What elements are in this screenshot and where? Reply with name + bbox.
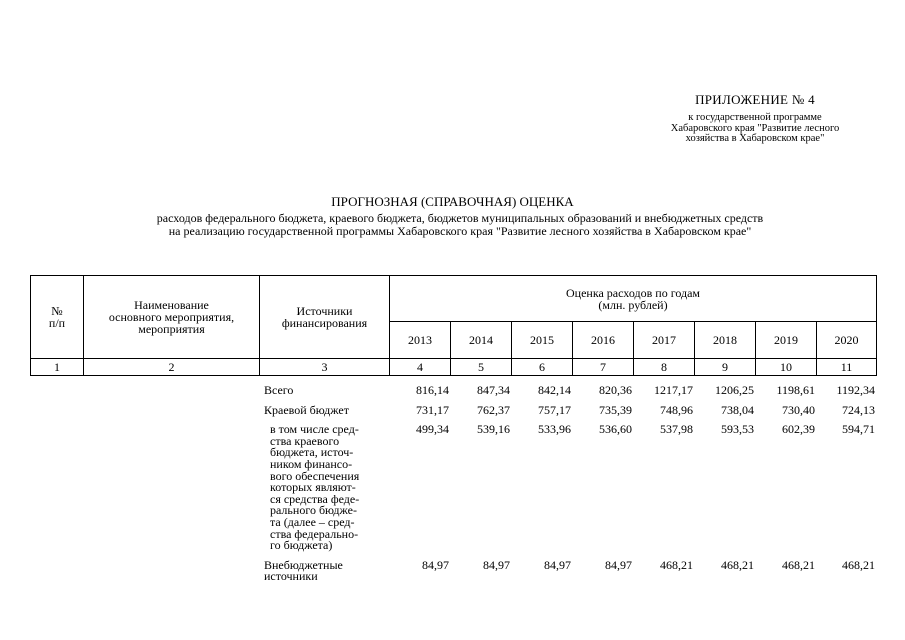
column-number-cell: 9 [695,359,756,376]
column-number-cell: 7 [573,359,634,376]
row-source-cell: Всего [264,383,294,397]
value-cell: 1198,61 [776,383,815,397]
table-row [30,558,876,583]
source-line: ства краевого [270,433,340,448]
value-cell: 84,97 [483,557,510,572]
document-heading: ПРОГНОЗНАЯ (СПРАВОЧНАЯ) ОЦЕНКА [331,194,574,209]
value-cell: 593,53 [721,422,754,437]
source-line: Внебюджетные [264,557,343,572]
subheading-line: расходов федерального бюджета, краевого бюджета, бюджетов муниципальных образований и внебюджетных средств [156,211,764,225]
value-cell: 84,97 [544,557,571,572]
value-cell: 847,34 [477,383,510,397]
table-row [30,403,876,423]
value-cell: 537,98 [660,422,693,437]
value-cell: 499,34 [416,422,449,437]
header-year-cell: 2015 [512,322,573,359]
value-cell: 762,37 [477,402,510,417]
row-name-cell [83,422,259,558]
value-cell: 84,97 [422,557,449,572]
header-year-cell: 2014 [451,322,512,359]
column-number-cell: 5 [451,359,512,376]
row-name-cell [83,383,259,403]
column-number-cell: 6 [512,359,573,376]
row-source-cell [259,558,389,583]
header-year-cell: 2016 [573,322,634,359]
value-cell: 735,39 [599,402,632,417]
row-name-cell [83,403,259,423]
source-line: ником финансо- [270,456,353,471]
header-year-cell: 2018 [695,322,756,359]
source-line: бюджета, источ- [270,445,354,460]
header-number-cell [31,276,84,359]
header-source-line: финансирования [281,316,368,330]
appendix-title: ПРИЛОЖЕНИЕ № 4 [695,92,815,107]
value-cell: 533,96 [538,422,571,437]
value-cell: 468,21 [721,557,754,572]
value-cell: 468,21 [782,557,815,572]
source-line: та (далее – сред- [270,514,355,529]
row-source-cell: Краевой бюджет [264,402,349,417]
source-line: в том числе сред- [270,422,359,437]
value-cell: 1192,34 [836,383,875,397]
value-cell: 536,60 [599,422,632,437]
source-line: ся средства феде- [270,491,360,506]
value-cell: 816,14 [416,383,449,397]
header-number-line: п/п [48,316,66,330]
column-number-cell: 10 [756,359,817,376]
appendix-subtitle [610,113,900,145]
source-line: источники [264,569,318,584]
value-cell: 1206,25 [715,383,754,397]
column-number-cell: 3 [260,359,390,376]
table-row [30,383,876,403]
row-number-cell [30,558,83,583]
header-year-cell: 2013 [390,322,451,359]
column-number-cell: 2 [84,359,260,376]
header-estimate-cell [390,276,877,322]
value-cell: 731,17 [416,402,449,417]
row-name-cell [83,558,259,583]
value-cell: 842,14 [538,383,571,397]
source-line: ства федерально- [270,526,359,541]
subheading-line: на реализацию государственной программы Хабаровского края "Развитие лесного хозяйства в Хабаровском крае" [168,224,752,238]
source-line: вого обеспечения [270,468,360,483]
header-name-cell [84,276,260,359]
header-name-line: основного мероприятия, [108,310,235,324]
source-line: которых являют- [270,480,356,495]
table-body [30,383,876,583]
value-cell: 468,21 [660,557,693,572]
header-estimate-line: Оценка расходов по годам [566,285,700,300]
appendix-block [610,92,900,145]
value-cell: 730,40 [782,402,815,417]
appendix-line: хозяйства в Хабаровском крае" [685,133,825,144]
header-year-cell: 2020 [817,322,877,359]
value-cell: 820,36 [599,383,632,397]
row-number-cell [30,403,83,423]
value-cell: 757,17 [538,402,571,417]
table-row [30,422,876,558]
row-number-cell [30,383,83,403]
value-cell: 724,13 [842,402,875,417]
source-line: рального бюдже- [270,503,357,518]
header-year-cell: 2017 [634,322,695,359]
column-number-cell: 11 [817,359,877,376]
header-name-line: мероприятия [138,322,205,336]
header-year-cell: 2019 [756,322,817,359]
value-cell: 602,39 [782,422,815,437]
value-cell: 738,04 [721,402,754,417]
value-cell: 468,21 [842,557,875,572]
value-cell: 84,97 [605,557,632,572]
source-line: го бюджета) [270,538,333,553]
appendix-line: Хабаровского края "Развитие лесного [670,122,840,134]
column-number-cell: 4 [390,359,451,376]
row-number-cell [30,422,83,558]
header-estimate-line: (млн. рублей) [598,297,668,312]
appendix-line: к государственной программе [688,112,822,123]
header-source-line: Источники [296,304,353,318]
value-cell: 539,16 [477,422,510,437]
table-header [30,275,877,376]
document-subheading [40,212,880,238]
column-number-cell: 1 [31,359,84,376]
value-cell: 748,96 [660,402,693,417]
row-source-cell [259,422,389,558]
column-number-cell: 8 [634,359,695,376]
header-source-cell [260,276,390,359]
header-name-line: Наименование [134,298,209,312]
value-cell: 594,71 [842,422,875,437]
value-cell: 1217,17 [654,383,693,397]
header-number-line: № [51,304,63,318]
